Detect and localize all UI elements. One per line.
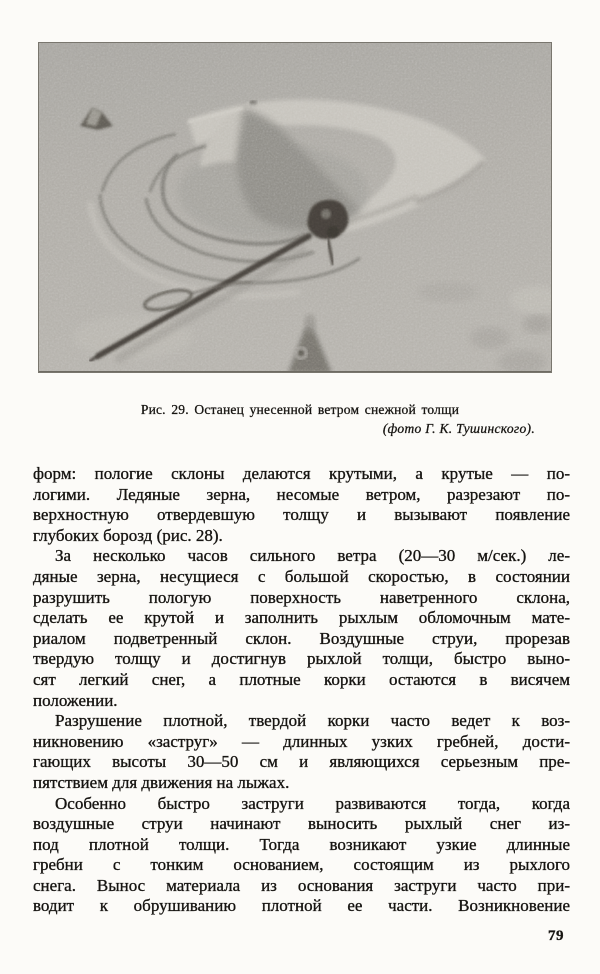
body-line: сделать ее крутой и заполнить рыхлым обломочным мате- (33, 608, 570, 628)
body-line: воздушные струи начинают выносить рыхлый снег из- (33, 814, 570, 834)
body-line: под плотной толщи. Тогда возникают узкие длинные (33, 834, 570, 854)
figure-caption-title: Рис. 29. Останец унесенной ветром снежной толщи (140, 402, 460, 417)
figure-photo (38, 42, 552, 373)
figure-caption-credit: (фото Г. К. Тушинского). (382, 421, 535, 436)
body-text (33, 464, 570, 917)
body-line: За несколько часов сильного ветра (20—30 м/сек.) ле- (55, 546, 570, 566)
body-line: Особенно быстро заструги развиваются тогда, когда (55, 793, 570, 813)
body-line: дяные зерна, несущиеся с большой скоростью, в состоянии (33, 566, 570, 586)
body-line: риалом подветренный склон. Воздушные струи, прорезав (33, 628, 570, 648)
figure-caption (33, 401, 567, 437)
body-line: логими. Ледяные зерна, несомые ветром, разрезают по- (33, 484, 570, 504)
body-line: верхностную отвердевшую толщу и вызывают появление (33, 505, 570, 525)
body-line: никновению «заструг» — длинных узких гребней, дости- (33, 731, 570, 751)
page-number: 79 (548, 928, 564, 944)
body-line: гребни с тонким основанием, состоящим из рыхлого (33, 855, 570, 875)
body-line: пятствием для движения на лыжах. (33, 772, 290, 792)
body-line: разрушить пологую поверхность наветренного склона, (33, 587, 570, 607)
body-line: сят легкий снег, а плотные корки остаются в висячем (33, 669, 570, 689)
body-line: форм: пологие склоны делаются крутыми, а крутые — по- (33, 464, 570, 483)
body-line: положении. (33, 690, 118, 710)
body-line: водит к обрушиванию плотной ее части. Возникновение (33, 896, 570, 916)
body-line: гающих высоты 30—50 см и являющихся серьезным пре- (33, 752, 570, 772)
snow-remnant-photo-illustration (38, 42, 552, 373)
body-line: твердую толщу и достигнув рыхлой толщи, быстро выно- (33, 649, 570, 669)
body-line: снега. Вынос материала из основания заструги часто при- (33, 875, 570, 895)
body-line: глубоких борозд (рис. 28). (33, 525, 223, 545)
body-line: Разрушение плотной, твердой корки часто ведет к воз- (55, 711, 570, 731)
